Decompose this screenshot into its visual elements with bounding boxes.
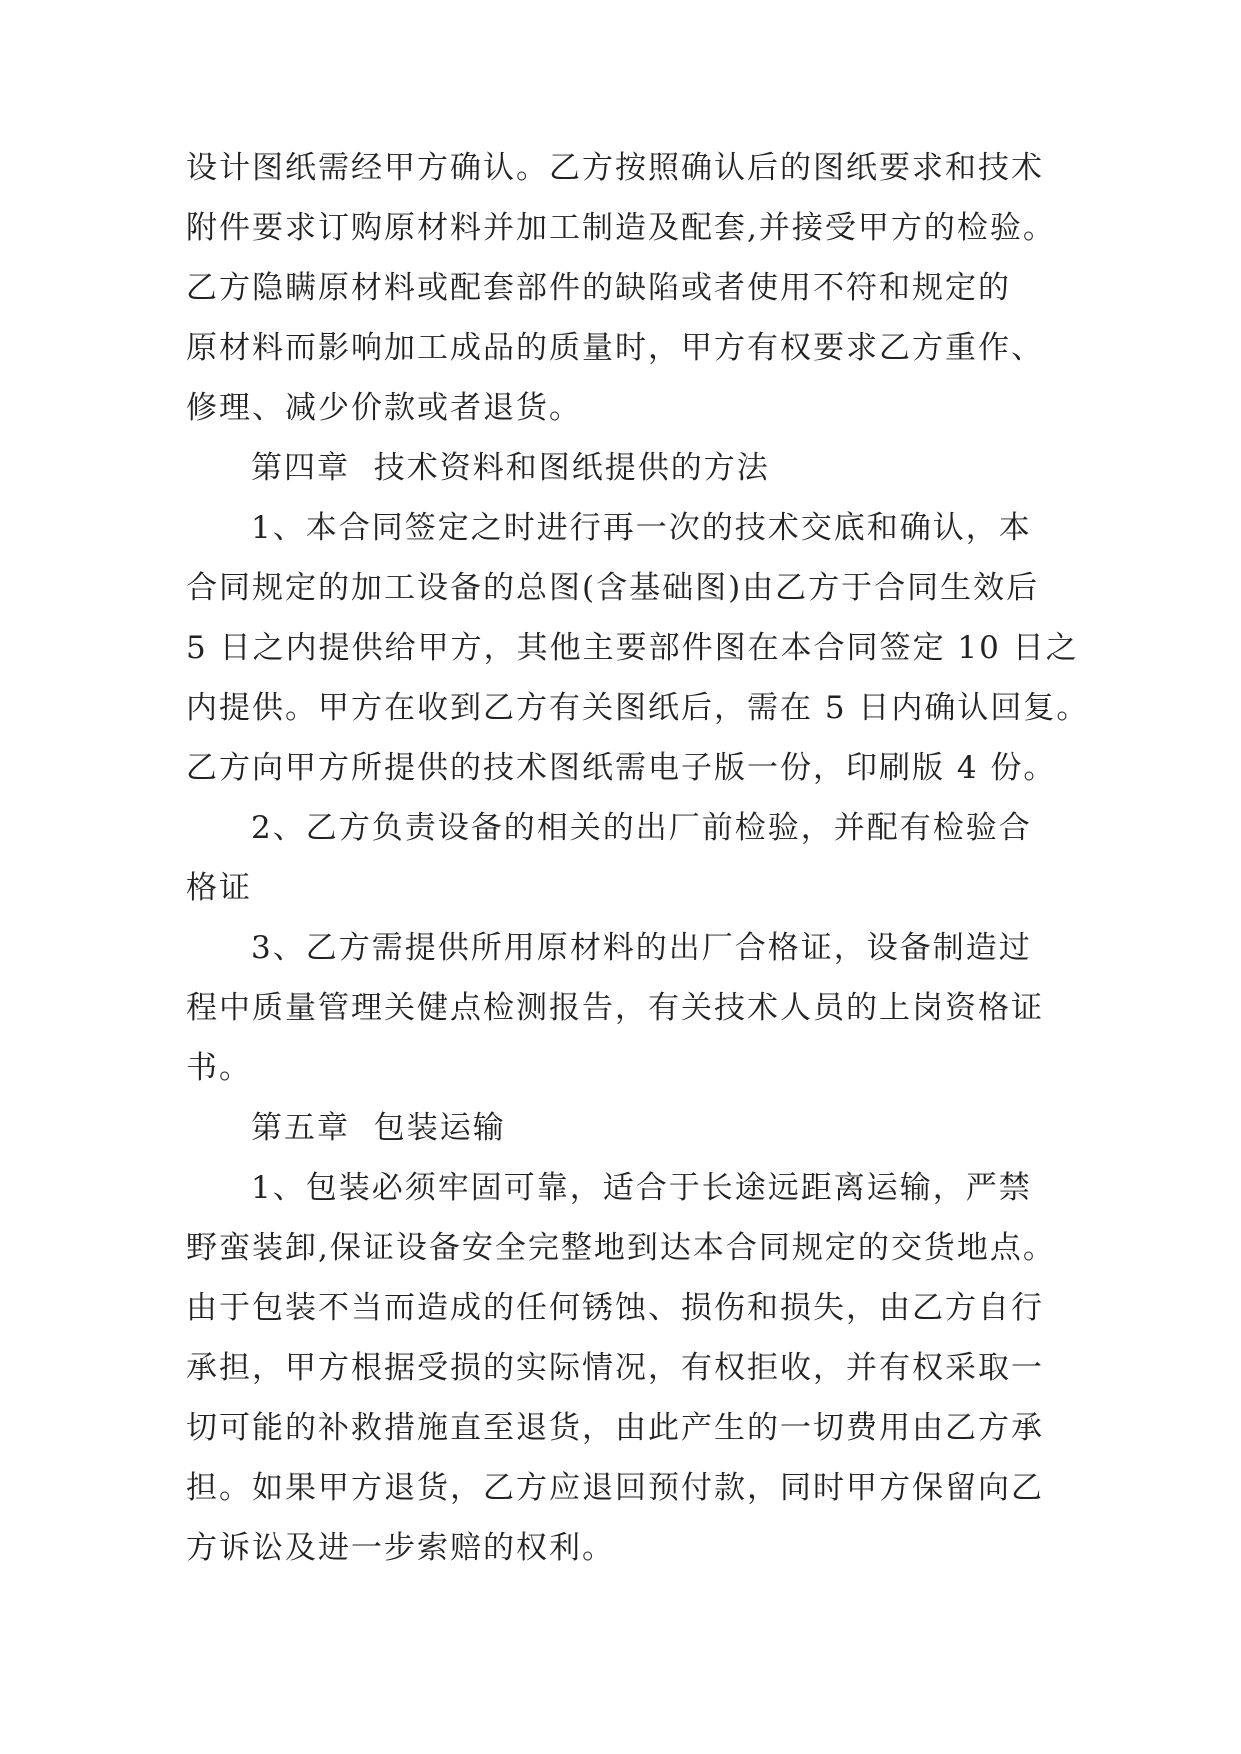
text-line: 由于包装不当而造成的任何锈蚀、损伤和损失，由乙方自行 <box>186 1290 1044 1326</box>
text-line: 内提供。甲方在收到乙方有关图纸后，需在 5 日内确认回复。 <box>186 690 1090 726</box>
text-line: 程中质量管理关健点检测报告，有关技术人员的上岗资格证 <box>186 990 1044 1026</box>
text-line: 乙方向甲方所提供的技术图纸需电子版一份，印刷版 4 份。 <box>186 750 1057 786</box>
text-line: 原材料而影响加工成品的质量时，甲方有权要求乙方重作、 <box>186 330 1044 366</box>
text-line: 担。如果甲方退货，乙方应退回预付款，同时甲方保留向乙 <box>186 1470 1044 1506</box>
text-line: 3、乙方需提供所用原材料的出厂合格证，设备制造过 <box>251 930 1032 966</box>
text-line: 格证 <box>186 870 252 906</box>
text-line: 修理、减少价款或者退货。 <box>186 390 582 426</box>
text-line: 1、本合同签定之时进行再一次的技术交底和确认，本 <box>251 510 1032 546</box>
text-line: 第四章 技术资料和图纸提供的方法 <box>251 450 770 486</box>
text-line: 合同规定的加工设备的总图(含基础图)由乙方于合同生效后 <box>186 570 1040 606</box>
text-line: 2、乙方负责设备的相关的出厂前检验，并配有检验合 <box>251 810 1032 846</box>
text-line: 方诉讼及进一步索赔的权利。 <box>186 1530 615 1566</box>
text-line: 承担，甲方根据受损的实际情况，有权拒收，并有权采取一 <box>186 1350 1044 1386</box>
text-line: 乙方隐瞒原材料或配套部件的缺陷或者使用不符和规定的 <box>186 270 1011 306</box>
text-line: 第五章 包装运输 <box>251 1110 506 1146</box>
text-line: 附件要求订购原材料并加工制造及配套,并接受甲方的检验。 <box>186 210 1056 246</box>
text-line: 设计图纸需经甲方确认。乙方按照确认后的图纸要求和技术 <box>186 150 1044 186</box>
text-line: 书。 <box>186 1050 252 1086</box>
text-line: 1、包装必须牢固可靠，适合于长途远距离运输，严禁 <box>251 1170 1032 1206</box>
text-line: 5 日之内提供给甲方，其他主要部件图在本合同签定 10 日之 <box>186 630 1079 666</box>
text-line: 野蛮装卸,保证设备安全完整地到达本合同规定的交货地点。 <box>186 1230 1056 1266</box>
contract-text <box>186 138 1090 1578</box>
text-line: 切可能的补救措施直至退货，由此产生的一切费用由乙方承 <box>186 1410 1044 1446</box>
